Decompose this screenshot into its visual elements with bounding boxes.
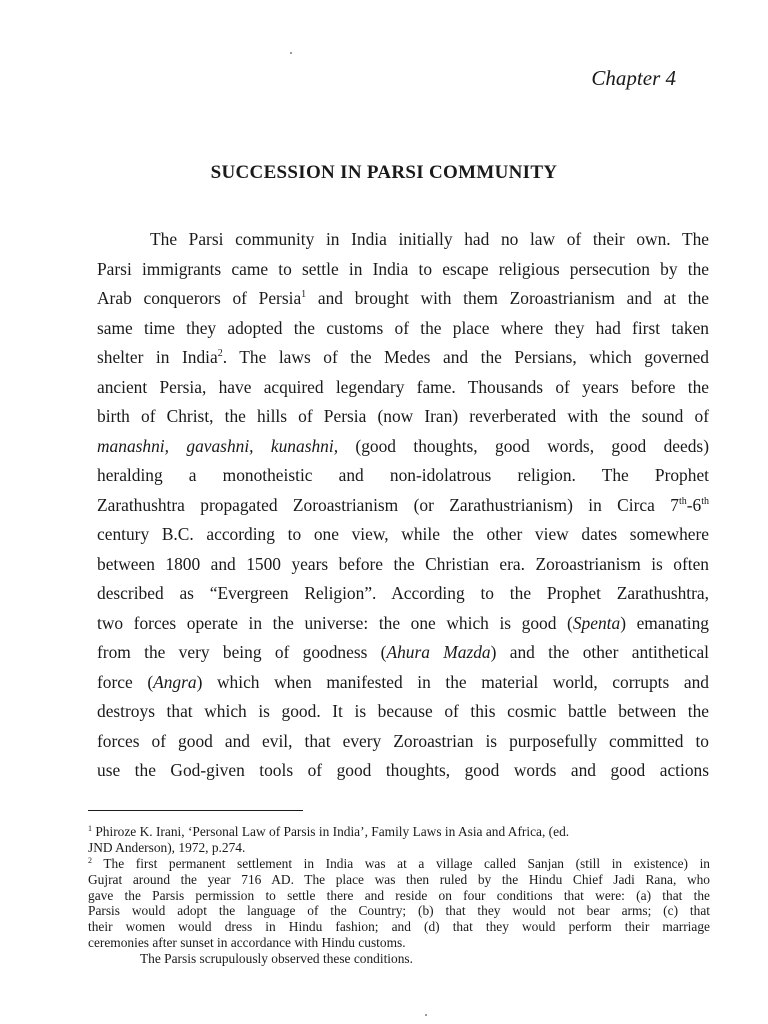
page-title: SUCCESSION IN PARSI COMMUNITY [210,162,558,183]
body-line-4: same time they adopted the customs of the place where they had first taken [97,317,709,338]
footnote-1-line-1: $^1$ Phiroze K. Irani, ‘Personal Law of Parsis in India’, Family Laws in Asia and Africa, (ed. [88,824,570,839]
footnote-divider [88,810,303,811]
body-line-10: Zarathushtra propagated Zoroastrianism (or Zarathustrianism) in Circa 7th-6th [97,494,709,515]
body-line-15: from the very being of goodness (Ahura Mazda) and the other antithetical [97,642,710,662]
body-line-19: use the God-given tools of good thoughts, good words and good actions [97,760,709,780]
footnote-2-line-3: gave the Parsis permission to settle there and reside on four conditions that were: (a) that the [88,887,710,903]
body-line-3: Arab conquerors of Persia$^1$ and brought with them Zoroastrianism and at the [97,288,709,308]
body-line-14: two forces operate in the universe: the one which is good (Spenta) emanating [97,612,710,633]
footnote-1-line-2: JND Anderson), 1972, p.274. [88,839,246,855]
footnote-1-mark: 1 [88,824,92,833]
footnote-2-line-5: their women would dress in Hindu fashion; and (d) that they would perform their marriage [88,919,710,935]
body-line-12: between 1800 and 1500 years before the Christian era. Zoroastrianism is often [97,553,709,574]
footnote-2-line-6: ceremonies after sunset in accordance with Hindu customs. [88,935,406,951]
footnote-2-line-1: $^2$ The first permanent settlement in India was at a village called Sanjan (still in existence) in [88,855,710,871]
footnote-ref-2[interactable]: 2 [217,348,223,359]
body-line-11: century B.C. according to one view, while the other view dates somewhere [97,524,709,544]
footnote-2-mark: 2 [88,855,92,865]
footnote-2-line-4: Parsis would adopt the language of the Country; (b) that they would not bear arms; (c) that [88,903,710,919]
body-line-18: forces of good and evil, that every Zoroastrian is purposefully committed to [97,730,709,751]
body-line-8: manashni, gavashni, kunashni, (good thoughts, good words, good deeds) [97,435,709,456]
body-line-2: Parsi immigrants came to settle in India to escape religious persecution by the [97,258,709,279]
body-line-1: The Parsi community in India initially had no law of their own. The [150,229,709,249]
body-line-5: shelter in India$^2$. The laws of the Medes and the Persians, which governed [97,347,709,367]
scan-speck [425,1014,427,1016]
body-line-16: force (Angra) which when manifested in the material world, corrupts and [97,671,709,692]
footnotes [88,824,710,967]
footnote-2-line-7: The Parsis scrupulously observed these conditions. [140,951,413,967]
body-line-13: described as “Evergreen Religion”. According to the Prophet Zarathushtra, [97,583,709,603]
body-line-17: destroys that which is good. It is because of this cosmic battle between the [97,701,709,721]
body-paragraph [97,225,709,786]
scan-speck [290,52,292,54]
footnote-ref-1[interactable]: 1 [301,289,307,300]
chapter-heading: Chapter 4 [591,66,676,90]
body-line-7: birth of Christ, the hills of Persia (now Iran) reverberated with the sound of [97,406,709,426]
body-line-9: heralding a monotheistic and non-idolatrous religion. The Prophet [97,465,709,485]
body-line-6: ancient Persia, have acquired legendary fame. Thousands of years before the [97,376,709,397]
footnote-2-line-2: Gujrat around the year 716 AD. The place was then ruled by the Hindu Chief Jadi Rana, who [88,871,710,887]
